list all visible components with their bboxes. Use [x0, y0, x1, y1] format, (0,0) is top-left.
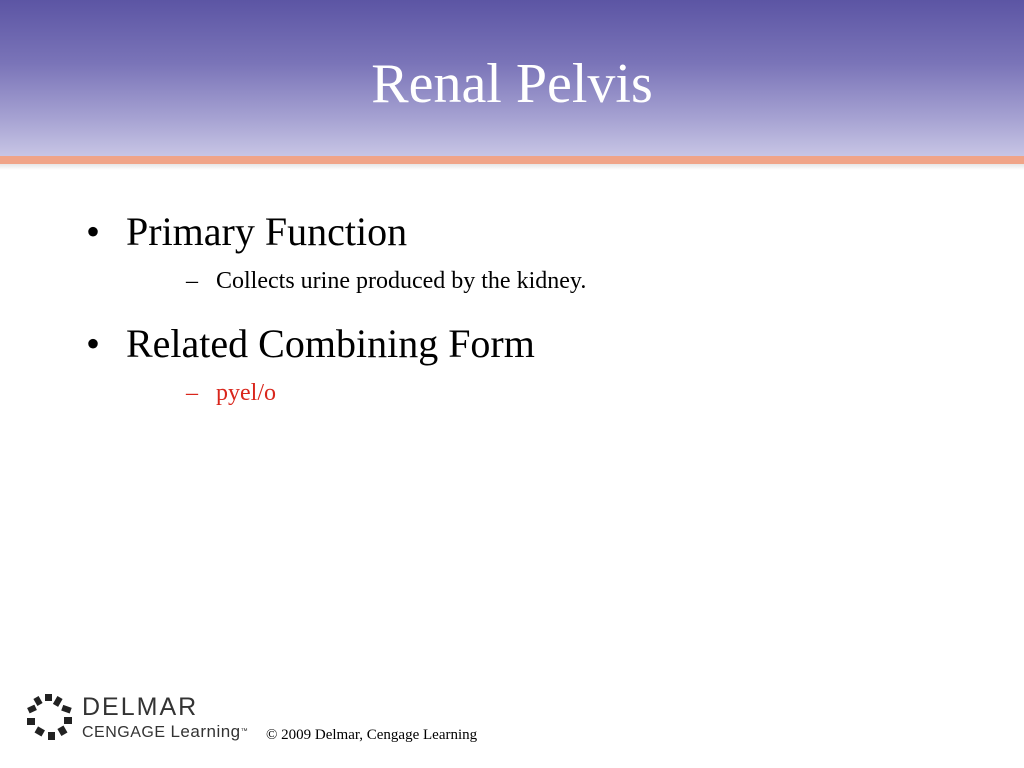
delmar-cengage-logo — [24, 692, 264, 748]
bullet-icon: • — [86, 321, 101, 366]
slide-title: Renal Pelvis — [371, 53, 653, 115]
logo-delmar-text: DELMAR — [82, 693, 199, 721]
sub-bullet-combining-form — [86, 376, 966, 410]
logo-learning-word: Learning — [170, 722, 241, 741]
cengage-logo-icon — [24, 692, 74, 742]
sub-bullet-text: Collects urine produced by the kidney. — [216, 268, 587, 294]
bullet-combining-form — [86, 316, 966, 372]
title-accent-stripe — [0, 156, 1024, 164]
copyright-notice: © 2009 Delmar, Cengage Learning — [266, 727, 478, 743]
title-shadow — [0, 164, 1024, 170]
trademark-symbol: ™ — [240, 728, 249, 735]
sub-bullet-function-detail — [86, 264, 966, 298]
dash-icon: – — [186, 380, 198, 406]
logo-cengage-learning-text — [82, 722, 248, 743]
bullet-text: Related Combining Form — [126, 321, 535, 366]
bullet-icon: • — [86, 209, 101, 254]
bullet-text: Primary Function — [126, 209, 408, 254]
dash-icon: – — [186, 268, 198, 294]
logo-cengage-word: CENGAGE — [82, 724, 171, 741]
bullet-primary-function — [86, 204, 966, 260]
sub-bullet-text: pyel/o — [216, 380, 276, 406]
slide-body — [86, 204, 966, 428]
